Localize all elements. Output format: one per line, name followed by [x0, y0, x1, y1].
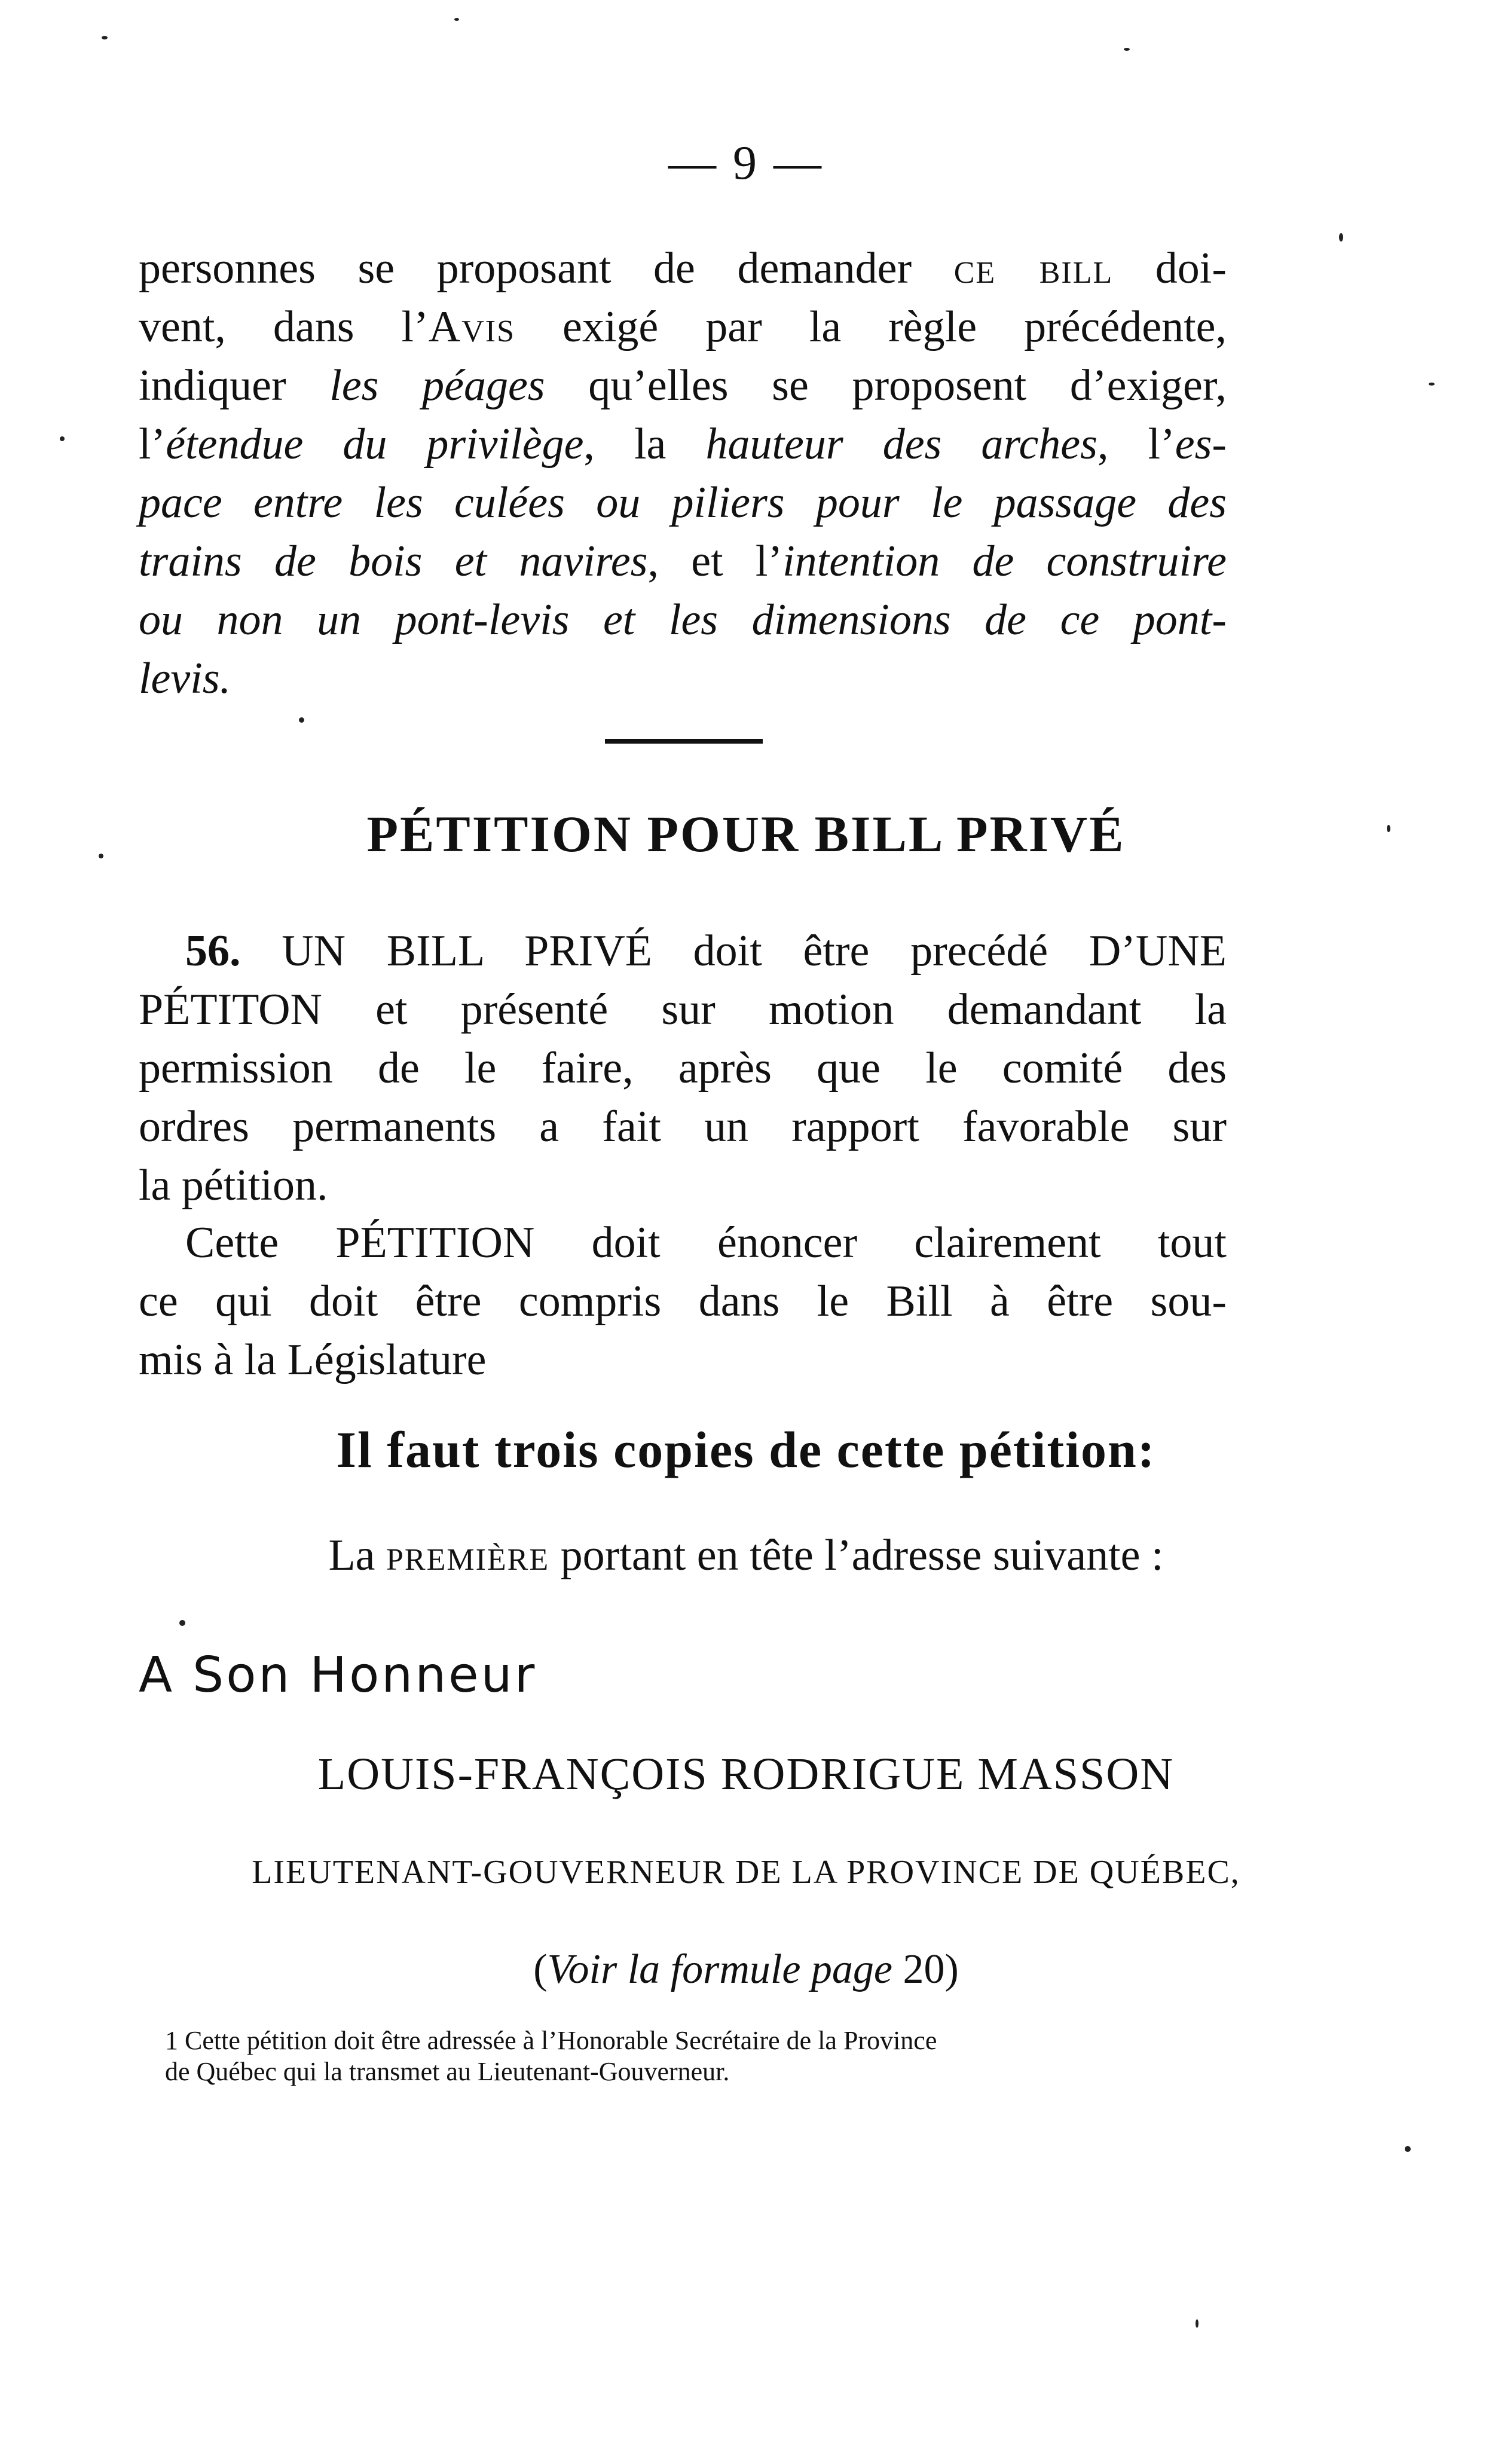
article-line: permission de le faire, après que le comité des	[139, 1044, 1227, 1093]
rule-paragraph-line	[139, 239, 1227, 298]
article-first-line	[139, 922, 1227, 980]
text-segment: étendue du privilège	[166, 420, 584, 469]
text-segment: les péages	[329, 361, 545, 410]
text-segment: , et l’	[647, 537, 783, 586]
text-segment: l’	[139, 420, 166, 469]
scan-speck	[299, 717, 304, 723]
petition-line: ce qui doit être compris dans le Bill à être sou-	[139, 1277, 1227, 1326]
rule-paragraph-line	[139, 415, 1227, 473]
formula-open: (	[533, 1946, 548, 1992]
article-line: UN BILL PRIVÉ doit être precédé D’UNE	[282, 927, 1227, 976]
article-56	[139, 922, 1227, 1215]
rule-paragraph-line	[139, 473, 1227, 532]
formula-reference	[0, 1946, 1492, 1994]
scan-speck	[1387, 825, 1390, 832]
text-segment: Avis	[428, 302, 515, 351]
scan-speck	[1405, 2146, 1411, 2152]
text-segment: ce bill	[953, 244, 1114, 293]
text-segment: levis.	[139, 654, 231, 703]
footnote	[165, 2025, 1229, 2087]
petition-paragraph	[139, 1213, 1227, 1389]
text-segment: ou non un pont-levis et les dimensions de ce pont-	[139, 595, 1227, 644]
text-segment: doi-	[1113, 244, 1227, 293]
recipient-name: LOUIS-FRANÇOIS RODRIGUE MASSON	[317, 1749, 1175, 1799]
text-segment: pace entre les culées ou piliers pour le passage des	[139, 478, 1227, 527]
scan-speck	[1339, 233, 1343, 241]
scan-speck	[1196, 2319, 1199, 2328]
article-number: 56.	[185, 927, 241, 976]
salutation: A Son Honneur	[139, 1647, 537, 1704]
text-segment: hauteur des arches	[705, 420, 1097, 469]
article-line: la pétition.	[139, 1161, 328, 1210]
formula-close: )	[944, 1946, 959, 1992]
address-intro-smallcaps: première	[386, 1531, 550, 1580]
text-segment: , la	[583, 420, 706, 469]
scan-speck	[1429, 383, 1435, 386]
address-intro-before: La	[328, 1531, 386, 1580]
rule-paragraph-line	[139, 298, 1227, 356]
text-segment: intention de construire	[782, 537, 1227, 586]
scan-speck	[102, 36, 108, 39]
address-intro-after: portant en tête l’adresse suivante :	[549, 1531, 1164, 1580]
article-line: ordres permanents a fait un rapport favorable sur	[139, 1102, 1227, 1151]
rule-paragraph-line	[139, 356, 1227, 415]
page-number: — 9 —	[668, 137, 824, 189]
footnote-line: 1 Cette pétition doit être adressée à l’Honorable Secrétaire de la Province	[165, 2026, 937, 2055]
text-segment: indiquer	[139, 361, 330, 410]
text-segment: exigé par la règle précédente,	[515, 302, 1227, 351]
rule-paragraph-line	[139, 591, 1227, 649]
footnote-line: de Québec qui la transmet au Lieutenant-Gouverneur.	[165, 2057, 730, 2086]
text-segment: trains de bois et navires	[139, 537, 648, 586]
copies-heading: Il faut trois copies de cette pétition:	[336, 1421, 1156, 1478]
scan-speck	[1124, 48, 1130, 51]
text-segment: es-	[1175, 420, 1227, 469]
text-segment: , l’	[1097, 420, 1175, 469]
formula-page-number: 20	[892, 1946, 945, 1992]
rule-paragraph-line	[139, 532, 1227, 591]
recipient-title: LIEUTENANT-GOUVERNEUR DE LA PROVINCE DE QUÉBEC,	[252, 1854, 1240, 1891]
formula-italic: Voir la formule page	[547, 1946, 892, 1992]
section-divider	[605, 739, 763, 744]
petition-line: Cette PÉTITION doit énoncer clairement tout	[185, 1218, 1227, 1267]
section-heading: PÉTITION POUR BILL PRIVÉ	[366, 805, 1126, 863]
text-segment: qu’elles se proposent d’exiger,	[545, 361, 1227, 410]
text-segment: vent, dans l’	[139, 302, 429, 351]
rule-paragraph-line	[139, 649, 1227, 708]
petition-line: mis à la Législature	[139, 1335, 487, 1384]
scan-speck	[179, 1620, 185, 1626]
article-line: PÉTITON et présenté sur motion demandant la	[139, 985, 1227, 1034]
text-segment: personnes se proposant de demander	[139, 244, 954, 293]
scan-speck	[99, 854, 103, 858]
address-intro	[0, 1530, 1492, 1581]
rule-paragraph	[139, 239, 1227, 708]
scan-speck	[60, 436, 65, 441]
scan-speck	[454, 18, 459, 21]
